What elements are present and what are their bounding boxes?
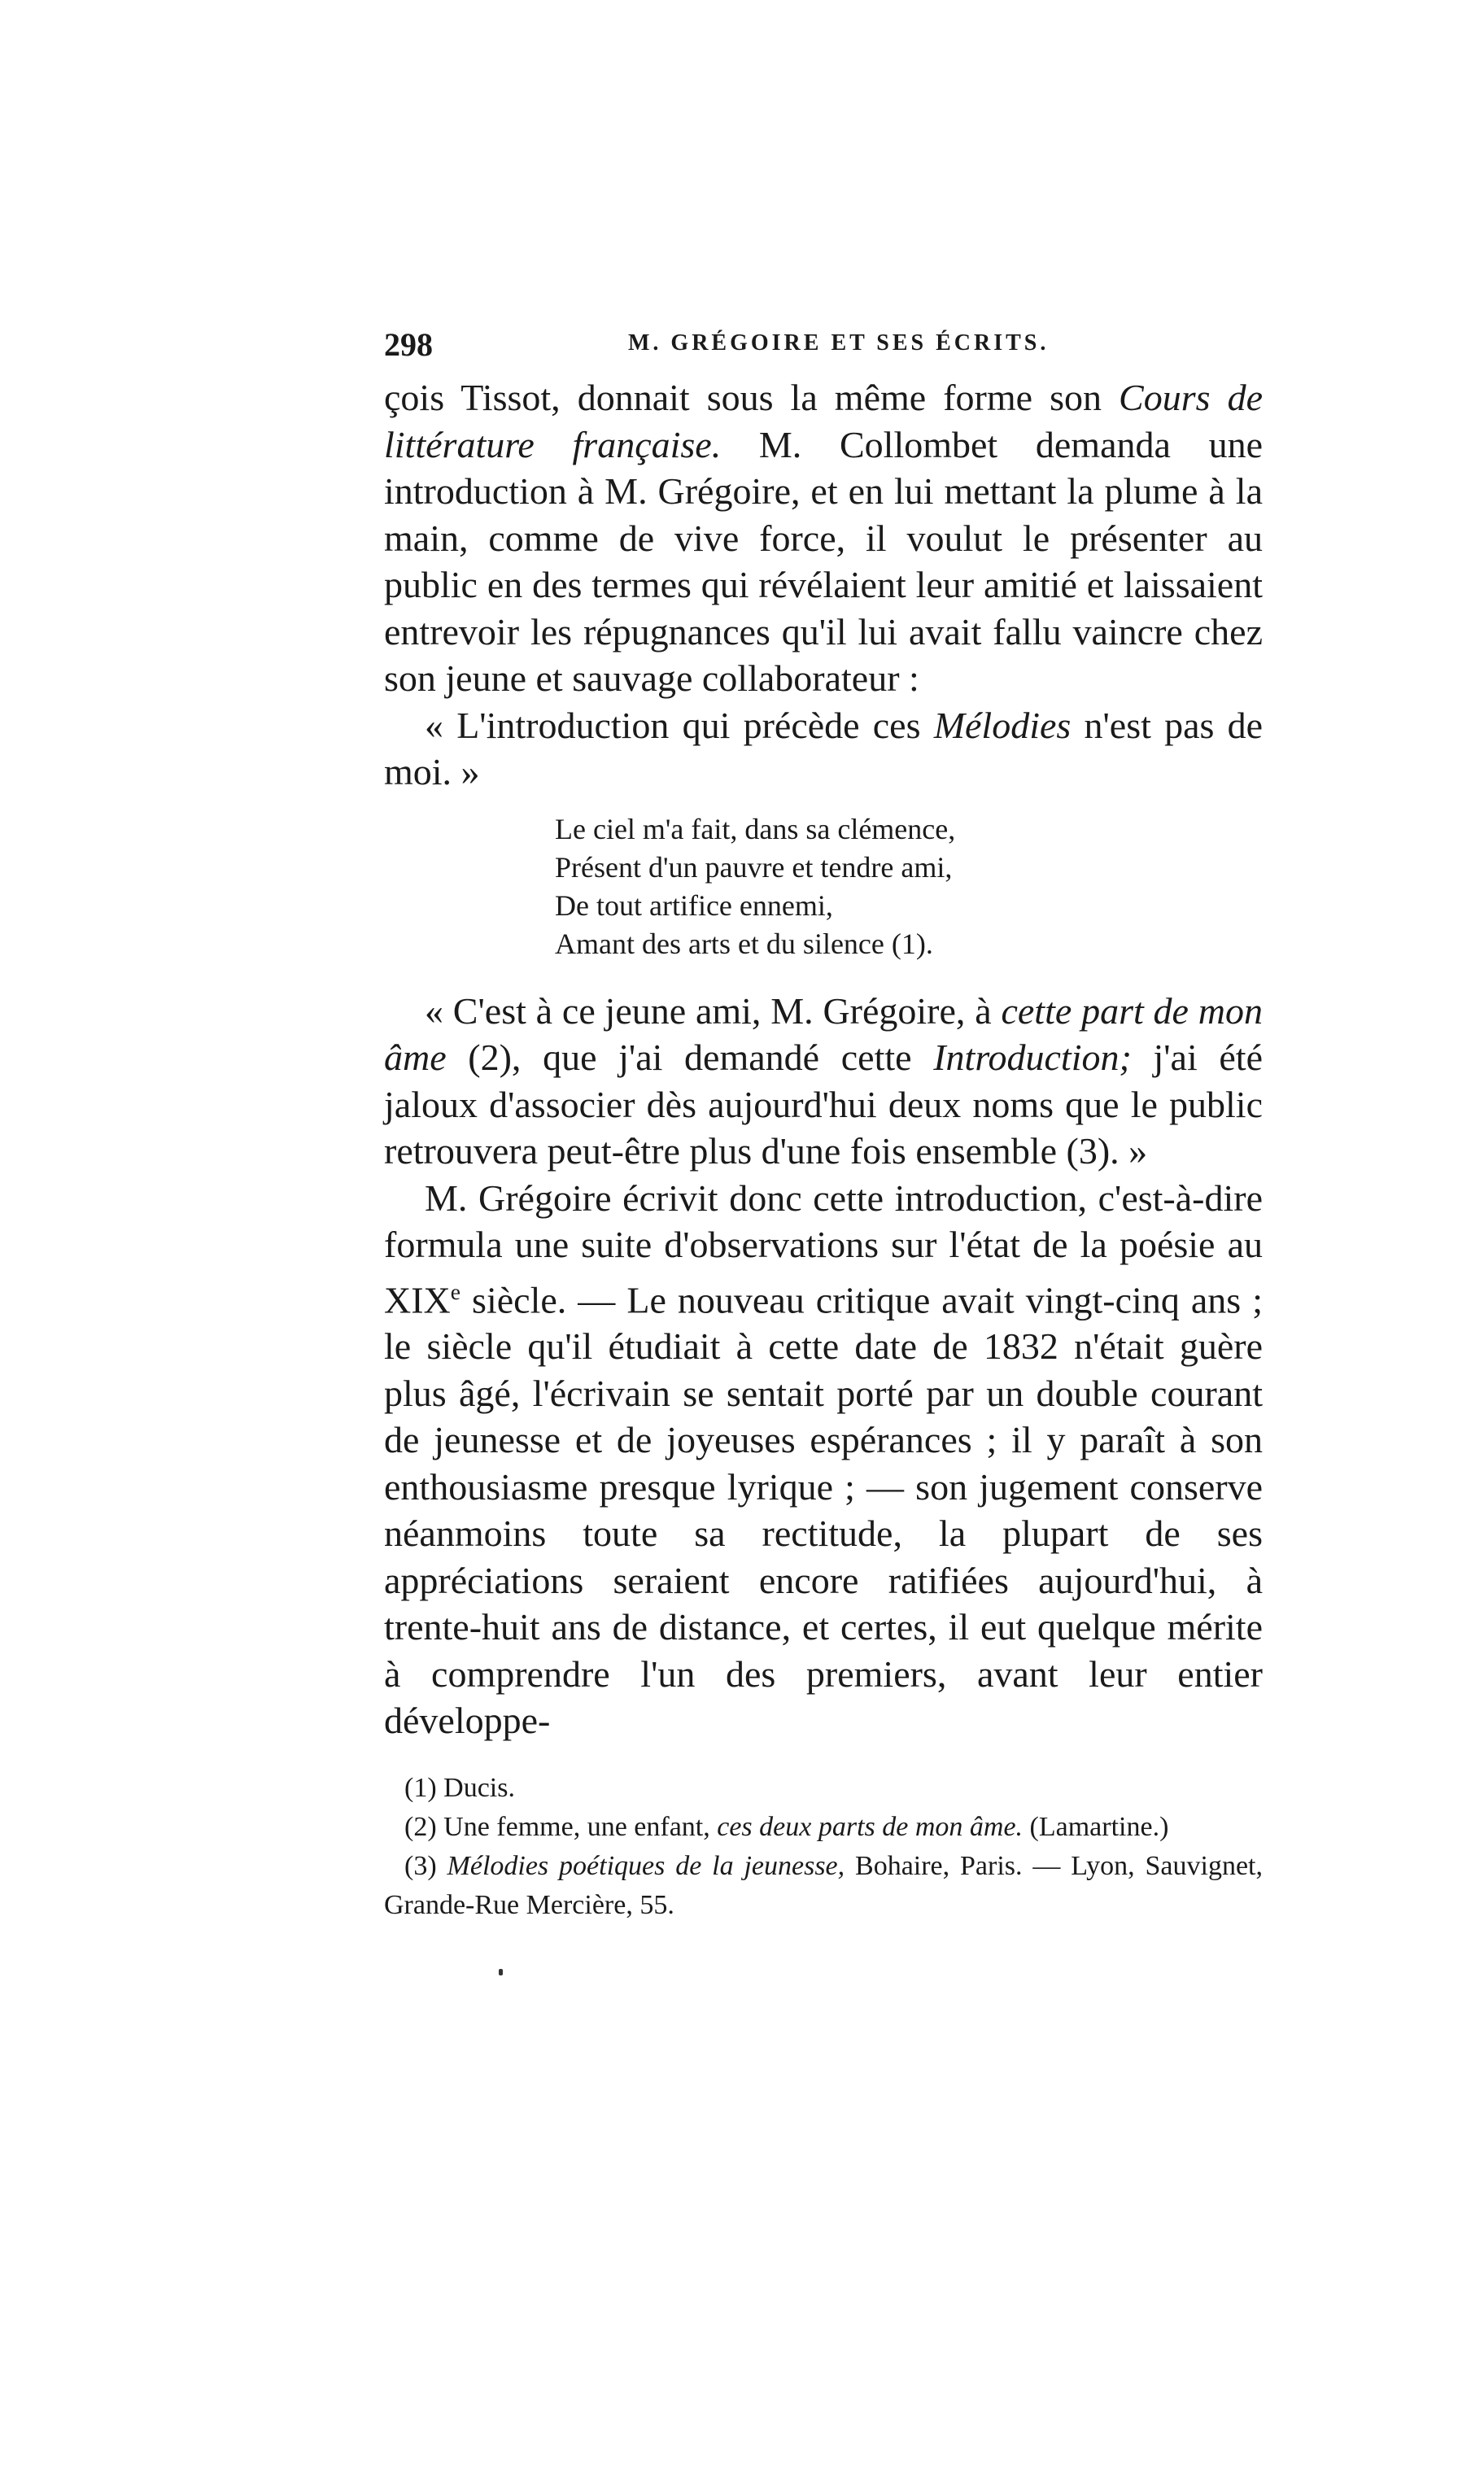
paragraph-quote: [384, 988, 1263, 1175]
verse-line: Le ciel m'a fait, dans sa clémence,: [555, 812, 956, 845]
footnote-2: [384, 1808, 1263, 1847]
paragraph-quote-intro: [384, 702, 1263, 796]
italic-title: Mélodies: [933, 704, 1072, 746]
verse-line: De tout artifice ennemi,: [555, 888, 833, 922]
text-run: M. Grégoire écrivit donc cette introduction, c'est-à-dire formula une suite d'observations sur l'état de la poésie au: [384, 1176, 1263, 1265]
text-run: j'ai été jaloux d'associer dès aujourd'hui deux noms que le public retrouvera peut-être plus d'une fois ensemble (3). »: [384, 1037, 1263, 1172]
body-text: [384, 374, 1263, 1744]
running-title: M. GRÉGOIRE ET SES ÉCRITS.: [628, 330, 1050, 356]
text-run: « L'introduction qui précède ces: [425, 704, 934, 746]
text-run: n'est pas de moi. »: [384, 704, 1263, 792]
paragraph-continuation: [384, 374, 1263, 702]
verse-line: Présent d'un pauvre et tendre ami,: [555, 850, 953, 884]
paragraph-main: [384, 1175, 1263, 1744]
footnote-italic: Mélodies poétiques de la jeunesse,: [447, 1851, 845, 1881]
text-run: « C'est à ce jeune ami, M. Grégoire, à: [425, 989, 1002, 1032]
italic-phrase: cette part de mon âme: [384, 989, 1263, 1078]
century-superscript: e: [450, 1278, 461, 1304]
footnote-italic: ces deux parts de mon âme.: [717, 1812, 1024, 1842]
italic-title: Cours de littérature française.: [384, 377, 1263, 465]
ink-speck: [499, 1969, 503, 1975]
text-run: siècle. — Le nouveau critique avait vingt-cinq ans ; le siècle qu'il étudiait à cette date de 1832 n'était guère plus âgé, l'écrivain se sentait porté par un double courant de jeunesse et de joyeuses espérances ; il y paraît à son enthousiasme presque lyrique ; — son jugement conserve néanmoins toute sa rectitude, la plupart de ses appréciations seraient encore ratifiées aujourd'hui, à trente-huit ans de distance, et certes, il eut quelque mérite à comprendre l'un des premiers, avant leur entier développe-: [384, 1278, 1263, 1742]
century-numeral: XIX: [384, 1278, 451, 1320]
text-run: M. Collombet demanda une introduction à M. Grégoire, et en lui mettant la plume à la main, comme de vive force, il voulut le présenter au public en des termes qui révélaient leur amitié et laissaient entrevoir les répugnances qu'il lui avait fallu vaincre chez son jeune et sauvage collaborateur :: [384, 423, 1264, 699]
text-run: çois Tissot, donnait sous la même forme son: [384, 377, 1120, 418]
page-number: 298: [384, 326, 433, 363]
footnote-marker: (1): [404, 1773, 437, 1803]
footnote-marker: (2): [404, 1812, 437, 1842]
footnote-marker: (3): [404, 1851, 437, 1881]
footnote-1: [384, 1769, 1263, 1808]
text-run: (2), que j'ai demandé cette: [446, 1037, 934, 1078]
footnotes: [384, 1769, 1263, 1925]
footnote-text: Bohaire, Paris. — Lyon, Sauvignet, Grande-Rue Mercière, 55.: [384, 1851, 1263, 1920]
footnote-text: Ducis.: [436, 1773, 515, 1803]
footnote-3: [384, 1847, 1263, 1925]
footnote-text: (Lamartine.): [1023, 1812, 1169, 1842]
footnote-text: Une femme, une enfant,: [436, 1812, 718, 1842]
verse-block: [555, 810, 1263, 963]
running-head: [384, 325, 1263, 374]
footnote-text: [437, 1851, 447, 1881]
italic-title: Introduction;: [933, 1037, 1132, 1078]
verse-line: Amant des arts et du silence (1).: [555, 927, 933, 960]
